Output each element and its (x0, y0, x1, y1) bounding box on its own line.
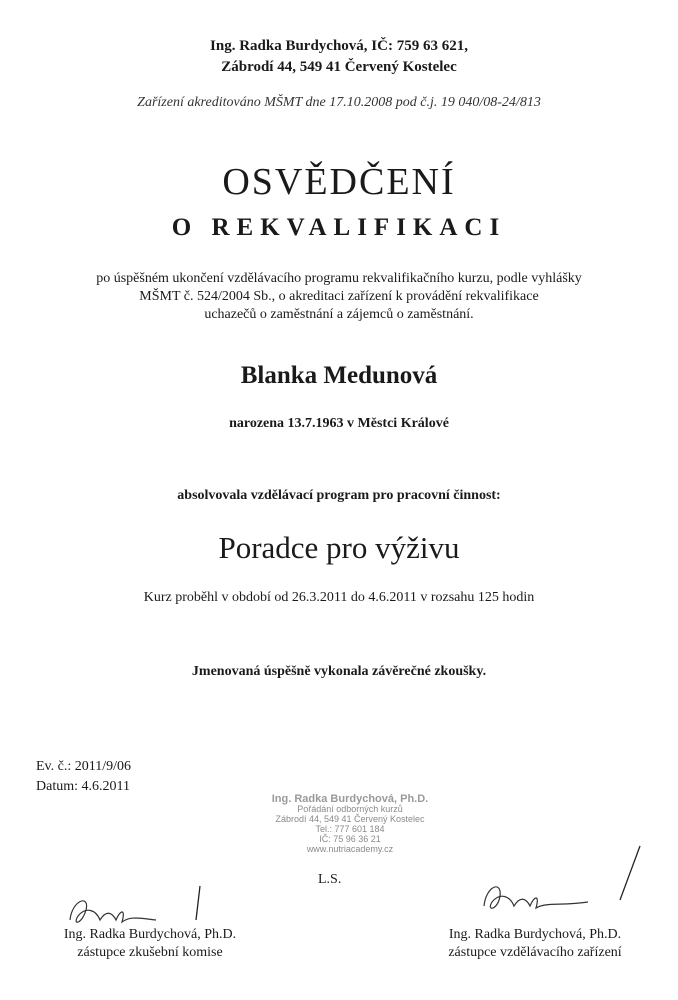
course-info: Kurz proběhl v období od 26.3.2011 do 4.6.2011 v rozsahu 125 hodin (143, 590, 535, 605)
intro-line-2: MŠMT č. 524/2004 Sb., o akreditaci zařízení k provádění rekvalifikace (139, 289, 539, 304)
program-name: Poradce pro výživu (218, 530, 460, 565)
issuer-line-2: Zábrodí 44, 549 41 Červený Kostelec (221, 59, 457, 75)
intro-paragraph (0, 270, 678, 324)
stamp-line-4: Tel.: 777 601 184 (315, 824, 385, 834)
exam-result: Jmenovaná úspěšně vykonala závěrečné zkoušky. (191, 664, 487, 679)
intro-line-3: uchazečů o zaměstnání a zájemců o zaměstnání. (204, 307, 474, 322)
stamp-line-2: Pořádání odborných kurzů (297, 804, 403, 814)
official-stamp (250, 794, 450, 854)
record-date: Datum: 4.6.2011 (36, 779, 130, 794)
recipient-name: Blanka Medunová (240, 362, 438, 389)
signature-right (400, 926, 670, 962)
signature-right-role: zástupce vzdělávacího zařízení (448, 945, 622, 960)
signature-left (30, 926, 270, 962)
accreditation-note: Zařízení akreditováno MŠMT dne 17.10.2008 pod č.j. 19 040/08-24/813 (137, 95, 541, 110)
stamp-line-6: www.nutriacademy.cz (306, 844, 394, 854)
stamp-line-1: Ing. Radka Burdychová, Ph.D. (271, 793, 429, 805)
issuer-header (0, 36, 678, 78)
locus-sigilli: L.S. (318, 872, 342, 887)
issuer-line-1: Ing. Radka Burdychová, IČ: 759 63 621, (210, 38, 468, 54)
certificate-subtitle: O REKVALIFIKACI (171, 214, 507, 241)
program-intro: absolvovala vzdělávací program pro pracovní činnost: (177, 488, 501, 503)
certificate-title: OSVĚDČENÍ (222, 161, 456, 203)
stamp-line-5: IČ: 75 96 36 21 (319, 834, 381, 844)
signature-left-role: zástupce zkušební komise (77, 945, 223, 960)
signature-right-icon (470, 840, 670, 930)
birth-info: narozena 13.7.1963 v Městci Králové (229, 416, 449, 431)
intro-line-1: po úspěšném ukončení vzdělávacího programu rekvalifikačního kurzu, podle vyhlášky (96, 271, 582, 286)
stamp-line-3: Zábrodí 44, 549 41 Červený Kostelec (275, 814, 425, 824)
record-info (36, 757, 131, 797)
record-number: Ev. č.: 2011/9/06 (36, 759, 132, 774)
signature-left-name: Ing. Radka Burdychová, Ph.D. (63, 927, 237, 942)
signature-right-name: Ing. Radka Burdychová, Ph.D. (448, 927, 622, 942)
